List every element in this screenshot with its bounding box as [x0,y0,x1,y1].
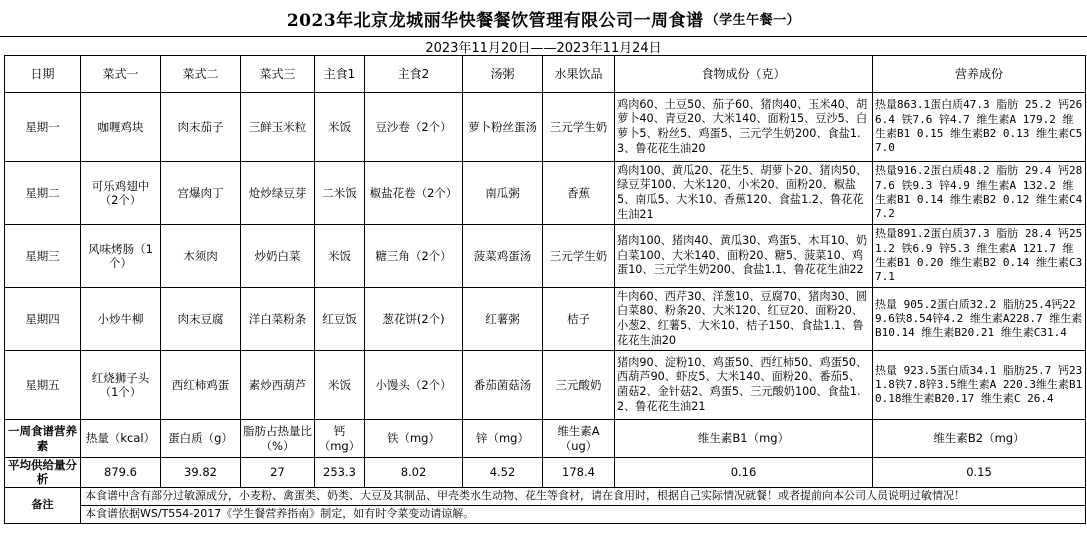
ingredients-cell: 猪肉100、猪肉40、黄瓜30、鸡蛋5、木耳10、奶白菜100、大米140、面粉20、糖5、菠菜10、鸡蛋10、三元学生奶200、食盐1.1、鲁花花生油22 [615,225,873,288]
dish1-cell: 可乐鸡翅中（2个） [81,162,161,225]
dish3-cell: 素炒西葫芦 [241,351,315,420]
header-cell: 主食1 [315,56,365,93]
fruit-cell: 香蕉 [543,162,615,225]
page-title [0,0,1087,36]
header-cell: 食物成份（克） [615,56,873,93]
dish2-cell: 肉末豆腐 [161,288,241,351]
header-cell: 主食2 [365,56,463,93]
fruit-cell: 三元学生奶 [543,225,615,288]
nutrition-cell: 热量916.2蛋白质48.2 脂肪 29.4 钙287.6 铁9.3 锌4.9 维生素A 132.2 维生素B1 0.14 维生素B2 0.12 维生素C47.2 [873,162,1086,225]
header-cell: 菜式三 [241,56,315,93]
staple1-cell: 米饭 [315,93,365,162]
summary-col-name: 维生素B1（mg） [615,420,873,458]
dish1-cell: 咖喱鸡块 [81,93,161,162]
staple1-cell: 二米饭 [315,162,365,225]
dish3-cell: 洋白菜粉条 [241,288,315,351]
title-subtitle: （学生午餐一） [705,12,801,28]
soup-cell: 菠菜鸡蛋汤 [463,225,543,288]
avg-label: 平均供给量分析 [5,458,81,488]
day-row [5,93,1086,162]
header-cell: 菜式二 [161,56,241,93]
summary-col-name: 锌（mg） [463,420,543,458]
staple1-cell: 米饭 [315,225,365,288]
summary-value: 178.4 [543,458,615,488]
remarks-row [5,487,1086,505]
menu-table [4,55,1086,524]
nutrition-cell: 热量891.2蛋白质37.3 脂肪 28.4 钙251.2 铁6.9 锌5.3 维生素A 121.7 维生素B1 0.20 维生素B2 0.14 维生素C37.1 [873,225,1086,288]
day-cell: 星期五 [5,351,81,420]
ingredients-cell: 鸡肉100、黄瓜20、花生5、胡萝卜20、猪肉50、绿豆芽100、大米120、小米20、面粉20、椒盐5、南瓜5、大米10、香蕉120、食盐1.2、鲁花花生油21 [615,162,873,225]
dish1-cell: 小炒牛柳 [81,288,161,351]
summary-value: 253.3 [315,458,365,488]
soup-cell: 南瓜粥 [463,162,543,225]
summary-value-row [5,458,1086,488]
summary-col-name: 钙（mg） [315,420,365,458]
day-cell: 星期二 [5,162,81,225]
header-cell: 菜式一 [81,56,161,93]
summary-col-name: 蛋白质（g） [161,420,241,458]
day-row [5,351,1086,420]
staple2-cell: 豆沙卷（2个） [365,93,463,162]
summary-col-name: 维生素B2（mg） [873,420,1086,458]
summary-header-row [5,420,1086,458]
fruit-cell: 桔子 [543,288,615,351]
header-cell: 日期 [5,56,81,93]
day-row [5,162,1086,225]
remarks-line: 本食谱中含有部分过敏源成分，小麦粉、禽蛋类、奶类、大豆及其制品、甲壳类水生动物、花生等食材，请在食用时，根据自己实际情况就餐！或者提前向本公司人员说明过敏情况！ [81,487,1086,505]
staple2-cell: 小馒头（2个） [365,351,463,420]
staple2-cell: 糖三角（2个） [365,225,463,288]
summary-col-name: 维生素A（ug） [543,420,615,458]
dish3-cell: 三鲜玉米粒 [241,93,315,162]
dish2-cell: 木须肉 [161,225,241,288]
nutrition-cell: 热量 923.5蛋白质34.1 脂肪25.7 钙231.8铁7.8锌3.5维生素A 220.3维生素B1 0.18维生素B20.17 维生素C 26.4 [873,351,1086,420]
header-cell: 营养成份 [873,56,1086,93]
day-cell: 星期一 [5,93,81,162]
fruit-cell: 三元学生奶 [543,93,615,162]
remarks-label: 备注 [5,487,81,523]
summary-col-name: 脂肪占热量比（%） [241,420,315,458]
summary-label: 一周食谱营养素 [5,420,81,458]
summary-value: 39.82 [161,458,241,488]
summary-value: 0.16 [615,458,873,488]
dish2-cell: 肉末茄子 [161,93,241,162]
staple1-cell: 米饭 [315,351,365,420]
staple1-cell: 红豆饭 [315,288,365,351]
summary-value: 879.6 [81,458,161,488]
dish1-cell: 风味烤肠（1个） [81,225,161,288]
ingredients-cell: 鸡肉60、土豆50、茄子60、猪肉40、玉米40、胡萝卜40、青豆20、大米140、面粉15、豆沙5、白萝卜5、粉丝5、鸡蛋5、三元学生奶200、食盐1.3、鲁花花生油20 [615,93,873,162]
summary-col-name: 热量（kcal） [81,420,161,458]
day-row [5,288,1086,351]
remarks-line: 本食谱依据WS/T554-2017《学生餐营养指南》制定，如有时令菜变动请谅解。 [81,505,1086,523]
summary-value: 4.52 [463,458,543,488]
nutrition-cell: 热量 905.2蛋白质32.2 脂肪25.4钙229.6铁8.54锌4.2 维生素A228.7 维生素B10.14 维生素B20.21 维生素C31.4 [873,288,1086,351]
header-cell: 汤粥 [463,56,543,93]
ingredients-cell: 猪肉90、淀粉10、鸡蛋50、西红柿50、鸡蛋50、西葫芦90、虾皮5、大米140、面粉20、番茄5、菌菇2、金针菇2、鸡蛋5、三元酸奶100、食盐1.2、鲁花花生油21 [615,351,873,420]
staple2-cell: 椒盐花卷（2个） [365,162,463,225]
dish2-cell: 宫爆肉丁 [161,162,241,225]
day-cell: 星期四 [5,288,81,351]
dish1-cell: 红烧狮子头（1个） [81,351,161,420]
ingredients-cell: 牛肉60、西芹30、洋葱10、豆腐70、猪肉30、圆白菜80、粉条20、大米120、红豆20、面粉20、小葱2、红薯5、大米10、桔子150、食盐1.1、鲁花花生油20 [615,288,873,351]
day-row [5,225,1086,288]
date-range: 2023年11月20日——2023年11月24日 [0,36,1087,56]
header-row [5,56,1086,93]
staple2-cell: 葱花饼(2个) [365,288,463,351]
soup-cell: 番茄菌菇汤 [463,351,543,420]
nutrition-cell: 热量863.1蛋白质47.3 脂肪 25.2 钙266.4 铁7.6 锌4.7 维生素A 179.2 维生素B1 0.15 维生素B2 0.13 维生素C57.0 [873,93,1086,162]
title-main: 2023年北京龙城丽华快餐餐饮管理有限公司一周食谱 [286,10,704,31]
header-cell: 水果饮品 [543,56,615,93]
summary-value: 27 [241,458,315,488]
dish3-cell: 炒奶白菜 [241,225,315,288]
summary-value: 8.02 [365,458,463,488]
day-cell: 星期三 [5,225,81,288]
fruit-cell: 三元酸奶 [543,351,615,420]
dish2-cell: 西红柿鸡蛋 [161,351,241,420]
soup-cell: 红薯粥 [463,288,543,351]
soup-cell: 萝卜粉丝蛋汤 [463,93,543,162]
summary-col-name: 铁（mg） [365,420,463,458]
remarks-row [5,505,1086,523]
summary-value: 0.15 [873,458,1086,488]
dish3-cell: 炝炒绿豆芽 [241,162,315,225]
